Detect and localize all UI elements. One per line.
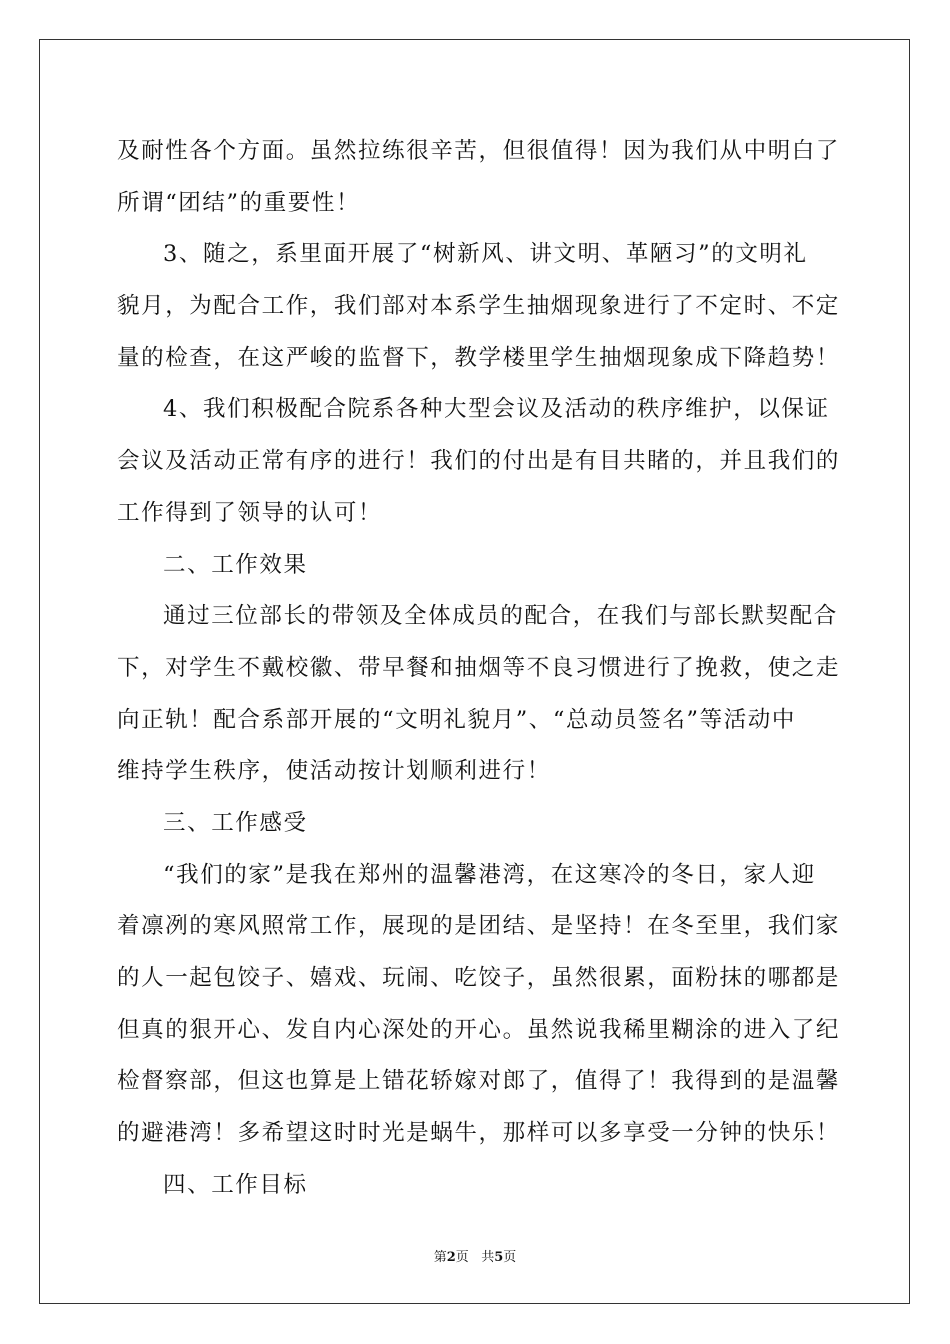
footer-total-unit: 页: [503, 1250, 517, 1265]
text-line: 的避港湾！多希望这时时光是蜗牛，那样可以多享受一分钟的快乐！: [117, 1120, 841, 1147]
text-line: 下，对学生不戴校徽、带早餐和抽烟等不良习惯进行了挽救，使之走: [117, 654, 841, 681]
text-line: 所谓“团结”的重要性！: [117, 189, 361, 216]
footer-prefix: 第: [433, 1250, 447, 1265]
document-body: [117, 126, 841, 1211]
text-line: 3、随之，系里面开展了“树新风、讲文明、革陋习”的文明礼: [163, 241, 808, 268]
text-line: 貌月，为配合工作，我们部对本系学生抽烟现象进行了不定时、不定: [117, 293, 841, 320]
text-line: 但真的狠开心、发自内心深处的开心。虽然说我稀里糊涂的进入了纪: [117, 1016, 841, 1043]
text-line: 着凛冽的寒风照常工作，展现的是团结、是坚持！在冬至里，我们家: [117, 913, 841, 940]
text-line: 通过三位部长的带领及全体成员的配合，在我们与部长默契配合: [163, 603, 838, 630]
text-line: 向正轨！配合系部开展的“文明礼貌月”、“总动员签名”等活动中: [117, 706, 797, 733]
text-line: “我们的家”是我在郑州的温馨港湾，在这寒冷的冬日，家人迎: [163, 861, 816, 888]
footer-total-prefix: 共: [481, 1250, 495, 1265]
text-line: 三、工作感受: [163, 809, 308, 836]
page-footer: [0, 1246, 950, 1265]
text-line: 会议及活动正常有序的进行！我们的付出是有目共睹的，并且我们的: [117, 448, 841, 475]
text-line: 及耐性各个方面。虽然拉练很辛苦，但很值得！因为我们从中明白了: [117, 138, 841, 164]
text-line: 维持学生秩序，使活动按计划顺利进行！: [117, 758, 551, 785]
text-line: 量的检查，在这严峻的监督下，教学楼里学生抽烟现象成下降趋势！: [117, 344, 841, 371]
current-page-number: 2: [446, 1250, 456, 1265]
text-line: 二、工作效果: [163, 551, 308, 578]
footer-page-unit: 页: [455, 1250, 469, 1265]
total-page-count: 5: [494, 1250, 504, 1265]
text-line: 的人一起包饺子、嬉戏、玩闹、吃饺子，虽然很累，面粉抹的哪都是: [117, 965, 841, 991]
text-line: 检督察部，但这也算是上错花轿嫁对郎了，值得了！我得到的是温馨: [117, 1068, 841, 1095]
text-line: 4、我们积极配合院系各种大型会议及活动的秩序维护，以保证: [163, 396, 830, 423]
text-line: 四、工作目标: [163, 1171, 308, 1198]
text-line: 工作得到了领导的认可！: [117, 499, 383, 526]
